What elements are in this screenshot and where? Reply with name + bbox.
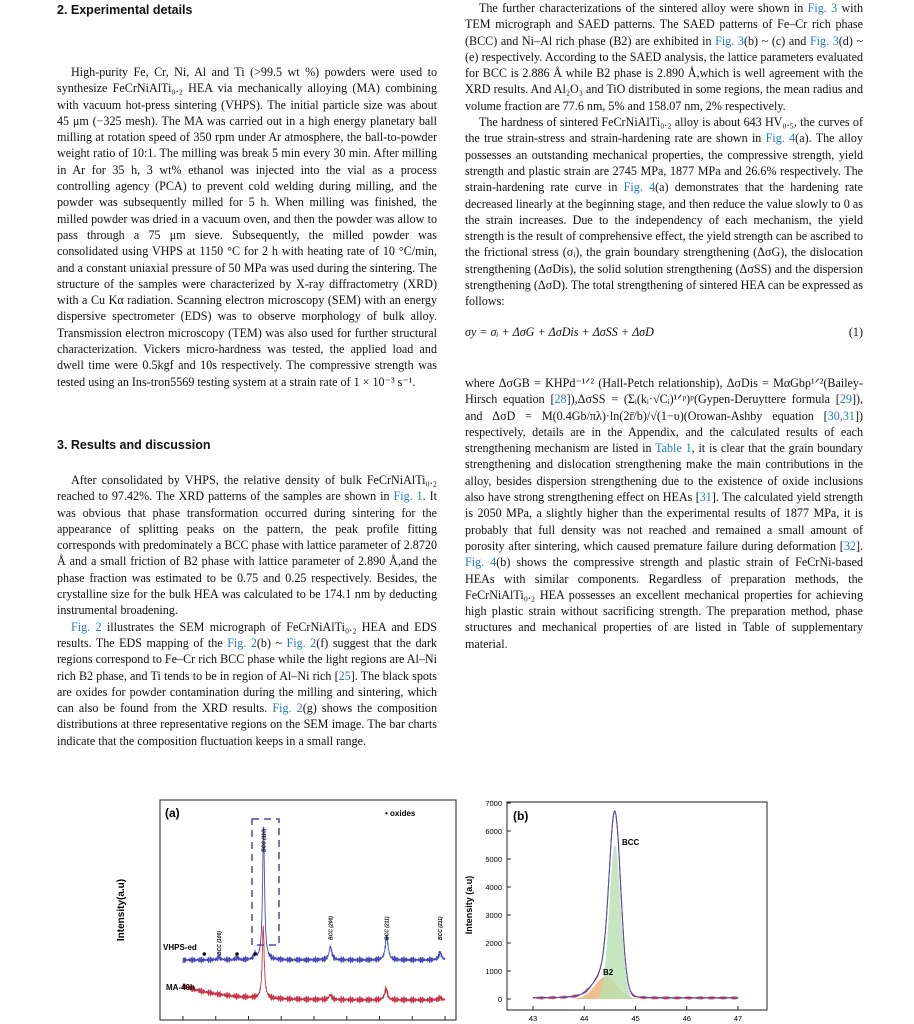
text-run: (b) shows the compressive strength and plastic strain of FeCrNi-based HEAs with similar components. Regardless of preparation methods, the FeCrNiAlTi₀.₂ HEA possesses an excellent mechanical properties for achieving high plastic strain without sacrificing strength. The preparation method, phase structures and mechanical properties of are listed in Table of supplementary material. bbox=[465, 555, 863, 651]
peak-label: BCC (200) bbox=[328, 916, 335, 940]
chart-a-frame bbox=[160, 800, 456, 1020]
series-label: MA-40h bbox=[166, 983, 195, 992]
y-tick-label-b: 7000 bbox=[485, 799, 502, 808]
reference-link[interactable]: 25 bbox=[338, 668, 351, 683]
reference-link[interactable]: Fig. 4 bbox=[623, 180, 656, 195]
reference-link[interactable]: Fig. 2 bbox=[71, 619, 102, 634]
section-heading-results: 3. Results and discussion bbox=[57, 437, 211, 452]
x-tick-label-b: 46 bbox=[682, 1014, 691, 1023]
text-run: (f) suggest that the dark regions correspond to Fe–Cr rich BCC phase while the light regions are Al–Ni rich B2 phase, and Ti tends to be in region of Al–Ni rich [ bbox=[57, 635, 437, 683]
text-run: (b) ~ bbox=[256, 635, 287, 650]
oxide-marker bbox=[202, 952, 206, 956]
text-run: (b) ~ (c) and bbox=[743, 33, 810, 48]
reference-link[interactable]: Fig. 3 bbox=[807, 1, 838, 15]
y-tick-label-b: 5000 bbox=[485, 855, 502, 864]
peak-label-b2: B2 bbox=[603, 968, 614, 977]
reference-link[interactable]: Fig. 3 bbox=[809, 33, 839, 48]
reference-link[interactable]: Fig. 4 bbox=[765, 131, 796, 146]
peak-label: BCC (100) bbox=[217, 931, 224, 955]
text-run: (g) shows the composition distributions at three representative regions on the SEM image. The bar charts indicate that the composition fluctuation keeps in a small range. bbox=[57, 701, 438, 748]
text-run: where ΔσGB = KHPd⁻¹ᐟ² (Hall-Petch relationship), ΔσDis = MαGbρ¹ᐟ²(Bailey-Hirsch equation [ bbox=[465, 375, 863, 407]
reference-link[interactable]: Fig. 1 bbox=[393, 489, 423, 504]
reference-link[interactable]: 30,31 bbox=[827, 408, 855, 423]
reference-link[interactable]: 32 bbox=[843, 538, 856, 553]
text-run: . It was obvious that phase transformation occurred during sintering for the appearance of splitting peaks on the pattern, the peak profile fitting corresponds with predominately a BCC phase with lattice parameter of 2.8720 Å and a small friction of B2 phase with lattice parameter of 2.890 Å,and the phase fraction was estimated to be 0.75 and 0.25 respectively. Besides, the crystalline size for the bulk HEA was calculated to be 174.1 nm by deducting instrumental broadening. bbox=[57, 489, 437, 618]
reference-link[interactable]: Fig. 2 bbox=[286, 635, 317, 650]
reference-link[interactable]: 28 bbox=[554, 392, 567, 407]
text-run: ]) respectively, details are in the Appendix, and the calculated results of each strengthening mechanism are listed in bbox=[465, 408, 863, 456]
x-tick-label-b: 44 bbox=[580, 1014, 589, 1023]
equation-number: (1) bbox=[848, 324, 863, 339]
peak-label-bcc: BCC bbox=[622, 838, 640, 847]
text-run: (a). The alloy possesses an outstanding mechanical properties, the compressive strength, yield strength and plastic strain are 2745 MPa, 1877 MPa and 26.6% respectively. The strain-hardening rate curve in bbox=[465, 131, 863, 195]
text-run: (a) demonstrates that the hardening rate decreased linearly at the beginning stage, and then reduce the value slowly to 0 as the strain increases. Due to the independency of each mechanism, the yield strength is the result of comprehensive effect, the yield strength can be ascribed to the frictional stress (σᵢ), the grain boundary strengthening (ΔσG), the dislocation strengthening (ΔσDis), the solid solution strengthening (ΔσSS) and the dispersion strengthening (ΔσD). The total strengthening of sintered HEA can be expressed as follows: bbox=[465, 180, 864, 309]
peak-label: BCC (110) bbox=[261, 828, 268, 852]
chart-b bbox=[464, 799, 767, 1023]
text-run: with TEM micrograph and SAED patterns. The SAED patterns of Fe–Cr rich phase (BCC) and Ni–Al rich phase (B2) are exhibited in bbox=[465, 1, 863, 48]
chart-b-frame bbox=[507, 802, 767, 1010]
reference-link[interactable]: Fig. 4 bbox=[465, 555, 497, 570]
oxide-marker bbox=[253, 952, 257, 956]
reference-link[interactable]: 29 bbox=[839, 392, 852, 407]
text-run: The hardness of sintered FeCrNiAlTi₀.₂ alloy is about 643 HV₀.₅, the curves of the true strain-stress and strain-hardening rate are shown in bbox=[465, 115, 863, 146]
text-run: illustrates the SEM micrograph of FeCrNiAlTi₀.₂ HEA and EDS results. The EDS mapping of the bbox=[57, 619, 438, 650]
chart-a bbox=[116, 800, 456, 1024]
reference-link[interactable]: Fig. 2 bbox=[227, 635, 257, 650]
fit-area-b2 bbox=[533, 977, 738, 999]
reference-link[interactable]: 31 bbox=[699, 490, 712, 505]
peak-label: BCC (211) bbox=[384, 916, 391, 940]
reference-link[interactable]: Fig. 2 bbox=[272, 701, 303, 716]
y-tick-label-b: 0 bbox=[497, 995, 502, 1004]
x-tick-label-b: 47 bbox=[733, 1014, 743, 1023]
legend-oxides: • oxides bbox=[385, 809, 416, 818]
fit-area-bcc bbox=[533, 845, 738, 999]
text-run: High-purity Fe, Cr, Ni, Al and Ti (>99.5 wt %) powders were used to synthesize FeCrNiAlTi₀.₂ HEA via mechanically alloying (MA) combining with vacuum hot-press sintering (VHPS). The initial particle size was about 45 μm (−325 mesh). The MA was carried out in a high energy planetary ball milling at rotation speed of 350 rpm under Ar atmosphere, the ball-to-powder weight ratio of 10:1. The milling was break 5 min every 30 min. After milling in Ar for 35 h, 3 wt% ethanol was injected into the vial as a process controlling agency (PCA) to prevent cold welding during milling, and the powder was subsequently milled for 5 h. When milling was finished, the milled powder was dried in a vacuum oven, and then the powder was allow to pass through a 75 μm sieve. Subsequently, the milled powder was consolidated using VHPS at 1150 °C for 2 h with heating rate of 10 °C/min, and a constant uniaxial pressure of 50 MPa was used during the sintering. The structure of the samples were characterized by X-ray diffractometry (XRD) with a Cu Kα radiation. Scanning electron microscopy (SEM) with an energy dispersive spectrometer (EDS) was to observe morphology of bulk alloy. Transmission electron microscopy (TEM) was also used for further structural characterization. Vickers micro-hardness was tested, the applied load and dwell time were 0.5kgf and 10s respectively. The compressive strength was tested using an Ins-tron5569 testing system at a strain rate of 1 × 10⁻³ s⁻¹. bbox=[57, 65, 437, 389]
text-run: (d) ~ (e) respectively. According to the SAED analysis, the lattice parameters evaluated for BCC is 2.886 Å while B2 phase is 2.890 Å,which is well agreement with the XRD results. And Al₂O₃ and TiO distributed in some regions, the mean radius and volume fraction are 77.6 nm, 5% and 158.07 nm, 2% respectively. bbox=[465, 33, 864, 113]
peak-label: BCC (211) bbox=[438, 916, 445, 940]
x-tick-label-b: 45 bbox=[631, 1014, 640, 1023]
text-run: ]. bbox=[855, 538, 863, 553]
y-axis-label-a: Intensity(a.u) bbox=[116, 878, 127, 942]
equation-text: σy = σᵢ + ΔσG + ΔσDis + ΔσSS + ΔσD bbox=[465, 324, 654, 339]
y-tick-label-b: 6000 bbox=[485, 827, 502, 836]
y-tick-label-b: 4000 bbox=[485, 883, 502, 892]
text-run: The further characterizations of the sintered alloy were shown in bbox=[479, 1, 808, 15]
text-run: After consolidated by VHPS, the relative density of bulk FeCrNiAlTi₀.₂ reached to 97.42%. The XRD patterns of the samples are shown in bbox=[57, 472, 437, 504]
oxide-marker bbox=[235, 952, 239, 956]
x-tick-label-b: 43 bbox=[528, 1014, 538, 1023]
y-axis-label-b: Intensity (a.u) bbox=[464, 875, 474, 935]
section-heading-experimental: 2. Experimental details bbox=[57, 3, 193, 17]
text-run: ]),ΔσSS = (Σᵢ(kᵢ·√Cᵢ)¹ᐟᵖ)ᵖ(Gypen-Deruyttere formula [ bbox=[566, 392, 840, 407]
panel-label-a: (a) bbox=[165, 806, 180, 820]
y-tick-label-b: 3000 bbox=[485, 911, 502, 920]
text-run: , it is clear that the grain boundary strengthening and dislocation strengthening make the main contributions in the alloy, besides dispersion strengthening due to the existence of oxide inclusions also have strong strengthening effect on HEAs [ bbox=[465, 441, 863, 505]
reference-link[interactable]: Table 1 bbox=[655, 441, 692, 456]
reference-link[interactable]: Fig. 3 bbox=[715, 33, 744, 48]
y-tick-label-b: 2000 bbox=[485, 939, 502, 948]
text-run: ]), and ΔσD = M(0.4Gb/πλ)·ln(2r̄/b)/√(1−υ)(Orowan-Ashby equation [ bbox=[465, 392, 864, 423]
series-label: VHPS-ed bbox=[163, 943, 197, 952]
text-run: ]. The black spots are oxides for powder contamination during the milling and sintering, which can also be found from the XRD results. bbox=[57, 668, 437, 716]
y-tick-label-b: 1000 bbox=[485, 967, 502, 976]
text-run: ]. The calculated yield strength is 2050 MPa, a slightly higher than the experimental results of 1877 MPa, it is probably that full density was not reached and remained a small amount of porosity after sintering, which caused premature failure during deformation [ bbox=[465, 490, 863, 553]
panel-label-b: (b) bbox=[513, 809, 529, 823]
